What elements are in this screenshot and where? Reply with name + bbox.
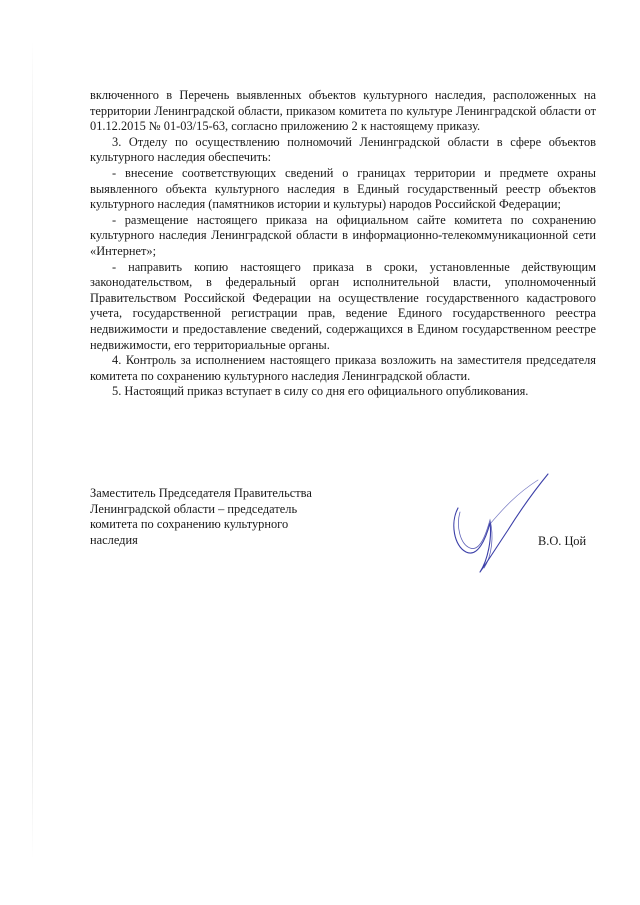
paragraph-6: 4. Контроль за исполнением настоящего приказа возложить на заместителя председателя комитета по сохранению культурного наследия Ленинградской области. [90, 353, 596, 383]
signatory-title-line: Ленинградской области – председатель [90, 501, 298, 516]
paragraph-5: - направить копию настоящего приказа в сроки, установленные действующим законодательством, в федеральный орган исполнительной власти, уполномоченный Правительством Российской Федерации на осуществление государственного кадастрового учета, государственной регистрации прав, ведение Единого государственного реестра недвижимости и предоставление сведений, содержащихся в Едином государственном реестре недвижимости, его территориальные органы. [90, 259, 596, 352]
handwritten-signature [420, 468, 570, 588]
signer-name: В.О. Цой [538, 534, 587, 548]
signatory-title-block [90, 486, 350, 548]
paragraph-4: - размещение настоящего приказа на официальном сайте комитета по сохранению культурного наследия Ленинградской области в информационно-телекоммуникационной сети «Интернет»; [90, 212, 596, 258]
signatory-title-line: наследия [90, 532, 138, 547]
signatory-title-line: комитета по сохранению культурного [90, 517, 289, 532]
paragraph-2: 3. Отделу по осуществлению полномочий Ленинградской области в сфере объектов культурного наследия обеспечить: [90, 134, 596, 165]
document-body [90, 88, 596, 400]
signatory-title-line: Заместитель Председателя Правительства [90, 486, 312, 500]
paragraph-1: включенного в Перечень выявленных объектов культурного наследия, расположенных на территории Ленинградской области, приказом комитета по культуре Ленинградской области от 01.12.2015 № 01-03/15-63, согласно приложению 2 к настоящему приказу. [90, 88, 596, 134]
paragraph-3: - внесение соответствующих сведений о границах территории и предмете охраны выявленного объекта культурного наследия в Единый государственный реестр объектов культурного наследия (памятников истории и культуры) народов Российской Федерации; [90, 165, 596, 212]
scan-edge-shadow [32, 40, 33, 860]
paragraph-7: 5. Настоящий приказ вступает в силу со дня его официального опубликования. [112, 384, 529, 399]
